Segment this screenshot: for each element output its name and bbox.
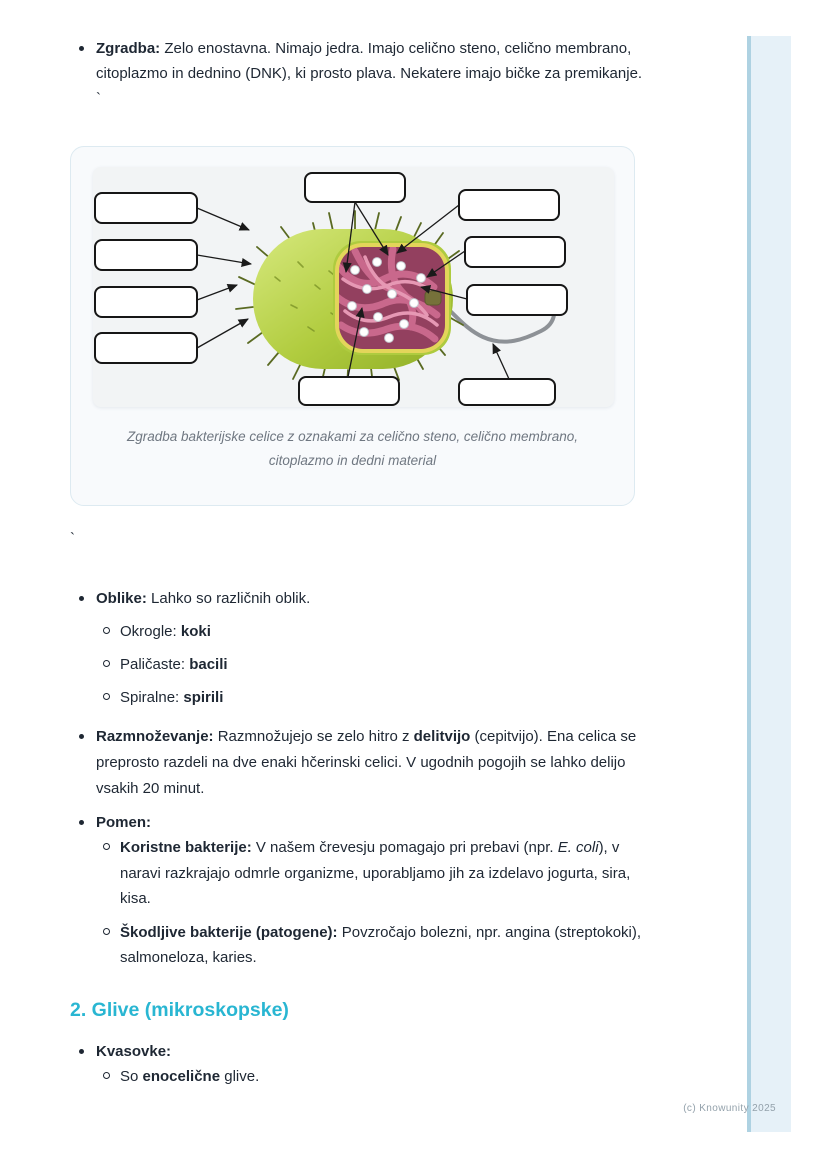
list-item-text: Zgradba: Zelo enostavna. Nimajo jedra. Imajo celično steno, celično membrano, citoplazmo in dednino (DNK), ki prosto plava. Nekatere imajo bičke za premikanje. ` (96, 40, 643, 107)
bullet-marker (70, 724, 96, 739)
circle-bullet-marker (94, 619, 120, 634)
stray-backtick: ` (70, 530, 75, 547)
copyright-footer: (c) Knowunity 2025 (683, 1103, 776, 1114)
list-item-pomen (70, 810, 648, 835)
bullet-marker (70, 1039, 96, 1054)
figure-label-box (459, 190, 559, 220)
section-heading-glive: 2. Glive (mikroskopske) (70, 998, 289, 1021)
circle-bullet-marker (94, 685, 120, 700)
list-item-koristne (94, 835, 648, 912)
bullet-marker (70, 810, 96, 825)
figure-label-box (467, 285, 567, 315)
list-item-text: Oblike: Lahko so različnih oblik. (96, 590, 311, 607)
flagellum-base (425, 291, 441, 305)
list-item-spiralne (94, 685, 648, 710)
document-content (70, 36, 648, 1089)
bacteria-diagram (93, 167, 614, 407)
list-item-zgradba (70, 36, 648, 111)
list-item-text: Okrogle: koki (120, 623, 211, 640)
list-item-text: Pomen: (96, 814, 152, 831)
list-item-text: Koristne bakterije: V našem črevesju pomagajo pri prebavi (npr. E. coli), v naravi razkrajajo odmrle organizme, uporabljamo jih za izdelavo jogurta, sira, kisa. (120, 839, 631, 907)
list-item-text: Razmnoževanje: Razmnožujejo se zelo hitro z delitvijo (cepitvijo). Ena celica se preprosto razdeli na dve enaki hčerinski celici. V ugodnih pogojih se lahko delijo vsakih 20 minut. (96, 728, 637, 797)
figure-label-box (299, 377, 399, 405)
list-item-text: So enocelične glive. (120, 1067, 260, 1085)
circle-bullet-marker (94, 1064, 120, 1079)
circle-bullet-marker (94, 920, 120, 935)
list-item-oblike (70, 586, 648, 611)
bullet-marker (70, 36, 96, 51)
list-item-enocelicne (94, 1064, 648, 1089)
circle-bullet-marker (94, 835, 120, 850)
right-margin-strip (747, 36, 791, 1132)
bacteria-diagram-svg (93, 167, 614, 407)
figure-label-box (305, 173, 405, 202)
figure-label-box (465, 237, 565, 267)
figure-card (70, 146, 635, 506)
list-item-text: Spiralne: spirili (120, 689, 224, 706)
list-item-palicaste (94, 652, 648, 677)
figure-label-box (95, 193, 197, 223)
list-item-okrogle (94, 619, 648, 644)
list-item-text: Paličaste: bacili (120, 656, 228, 673)
figure-label-box (95, 287, 197, 317)
bullet-marker (70, 586, 96, 601)
list-item-text: Kvasovke: (96, 1042, 172, 1060)
figure-label-box (95, 333, 197, 363)
figure-label-box (95, 240, 197, 270)
figure-label-box (459, 379, 555, 405)
list-item-razmnozevanje (70, 724, 648, 802)
figure-caption: Zgradba bakterijske celice z oznakami za celično steno, celično membrano, citoplazmo in dedni material (127, 429, 578, 468)
list-item-text: Škodljive bakterije (patogene): Povzročajo bolezni, npr. angina (streptokoki), salmoneloza, karies. (120, 923, 642, 966)
list-item-kvasovke (70, 1039, 648, 1064)
circle-bullet-marker (94, 652, 120, 667)
list-item-skodljive (94, 920, 648, 971)
